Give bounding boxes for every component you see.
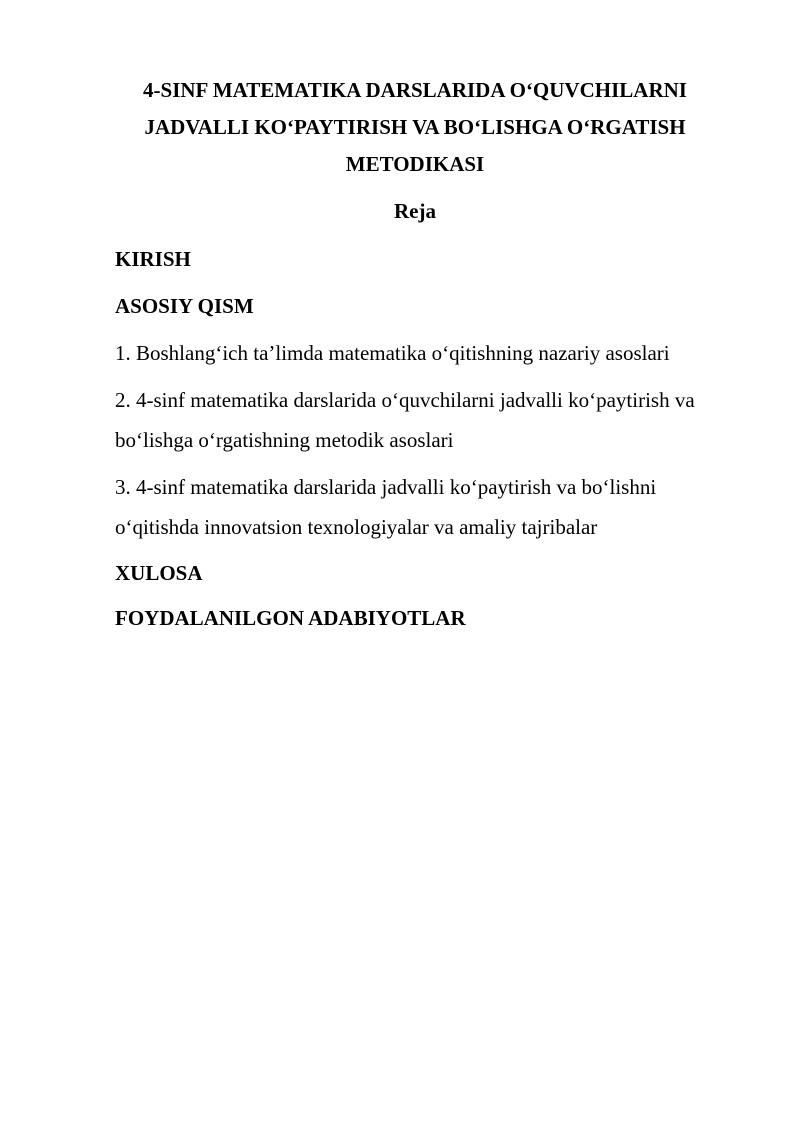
title-line: METODIKASI	[345, 152, 485, 176]
title-line: JADVALLI KO‘PAYTIRISH VA BO‘LISHGA O‘RGATISH	[144, 115, 686, 139]
plan-item-line: 3. 4-sinf matematika darslarida jadvalli ko‘paytirish va bo‘lishni	[115, 475, 657, 499]
plan-item-line: bo‘lishga o‘rgatishning metodik asoslari	[115, 428, 454, 452]
plan-item-1	[115, 333, 735, 373]
plan-item-3	[115, 467, 735, 547]
document-title	[115, 72, 715, 183]
plan-item-2	[115, 380, 735, 460]
plan-item-line: 2. 4-sinf matematika darslarida o‘quvchilarni jadvalli ko‘paytirish va	[115, 388, 695, 412]
plan-item-line: o‘qitishda innovatsion texnologiyalar va amaliy tajribalar	[115, 515, 598, 539]
intro-heading: KIRISH	[115, 247, 191, 271]
references-heading: FOYDALANILGON ADABIYOTLAR	[115, 606, 466, 630]
plan-item-line: 1. Boshlang‘ich ta’limda matematika o‘qitishning nazariy asoslari	[115, 341, 670, 365]
plan-heading: Reja	[394, 199, 436, 223]
conclusion-heading: XULOSA	[115, 561, 203, 585]
main-part-heading: ASOSIY QISM	[115, 294, 254, 318]
title-line: 4-SINF MATEMATIKA DARSLARIDA O‘QUVCHILARNI	[143, 78, 687, 102]
